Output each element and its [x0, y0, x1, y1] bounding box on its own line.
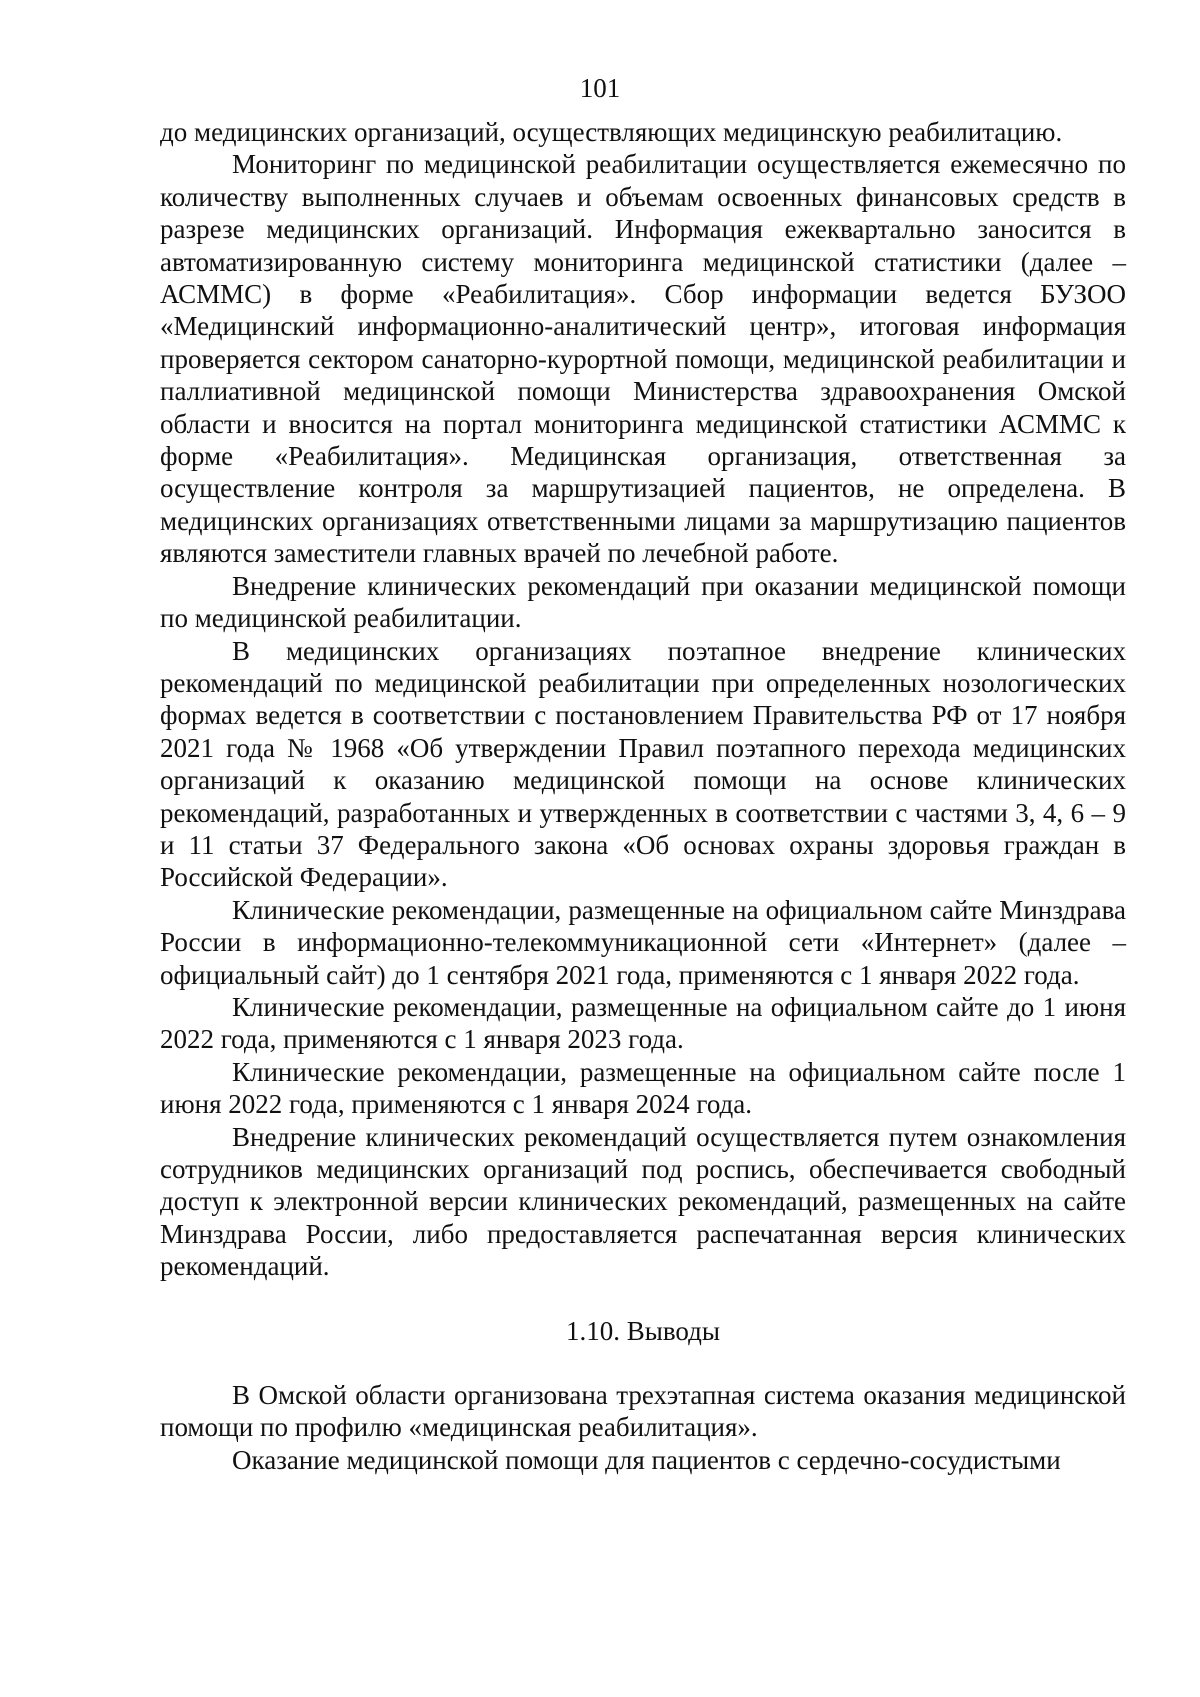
page-number: 101 [579, 73, 621, 103]
paragraph-guidelines-2023: Клинические рекомендации, размещенные на официальном сайте до 1 июня 2022 года, применяются с 1 января 2023 года. [160, 991, 1126, 1055]
paragraph-guidelines-implementation: В медицинских организациях поэтапное внедрение клинических рекомендаций по медицинской реабилитации при определенных нозологических формах ведется в соответствии с постановлением Правительства РФ от 17 ноября 2021 года № 1968 «Об утверждении Правил поэтапного перехода медицинских организаций к оказанию медицинской помощи на основе клинических рекомендаций, разработанных и утвержденных в соответствии с частями 3, 4, 6 – 9 и 11 статьи 37 Федерального закона «Об основах охраны здоровья граждан в Российской Федерации». [160, 635, 1126, 893]
paragraph-guidelines-2024: Клинические рекомендации, размещенные на официальном сайте после 1 июня 2022 года, применяются с 1 января 2024 года. [160, 1056, 1126, 1120]
paragraph-monitoring: Мониторинг по медицинской реабилитации осуществляется ежемесячно по количеству выполненных случаев и объемам освоенных финансовых средств в разрезе медицинских организаций. Информация ежеквартально заносится в автоматизированную систему мониторинга медицинской статистики (далее – АСММС) в форме «Реабилитация». Сбор информации ведется БУЗОО «Медицинский информационно-аналитический центр», итоговая информация проверяется сектором санаторно-курортной помощи, медицинской реабилитации и паллиативной медицинской помощи Министерства здравоохранения Омской области и вносится на портал мониторинга медицинской статистики АСММС к форме «Реабилитация». Медицинская организация, ответственная за осуществление контроля за маршрутизацией пациентов, не определена. В медицинских организациях ответственными лицами за маршрутизацию пациентов являются заместители главных врачей по лечебной работе. [160, 149, 1126, 569]
paragraph-conclusion-system: В Омской области организована трехэтапная система оказания медицинской помощи по профилю «медицинская реабилитация». [160, 1380, 1126, 1443]
paragraph-conclusion-cardio: Оказание медицинской помощи для пациентов с сердечно-сосудистыми [232, 1444, 1061, 1475]
paragraph-continuation: до медицинских организаций, осуществляющих медицинскую реабилитацию. [160, 117, 1063, 147]
section-heading: 1.10. Выводы [565, 1315, 721, 1346]
paragraph-guidelines-2022: Клинические рекомендации, размещенные на официальном сайте Минздрава России в информационно-телекоммуникационной сети «Интернет» (далее – официальный сайт) до 1 сентября 2021 года, применяются с 1 января 2022 года. [160, 894, 1126, 990]
paragraph-guidelines-intro: Внедрение клинических рекомендаций при оказании медицинской помощи по медицинской реабилитации. [160, 570, 1126, 634]
document-body [160, 116, 1126, 1476]
paragraph-guidelines-access: Внедрение клинических рекомендаций осуществляется путем ознакомления сотрудников медицинских организаций под роспись, обеспечивается свободный доступ к электронной версии клинических рекомендаций, размещенных на сайте Минздрава России, либо предоставляется распечатанная версия клинических рекомендаций. [160, 1121, 1126, 1282]
